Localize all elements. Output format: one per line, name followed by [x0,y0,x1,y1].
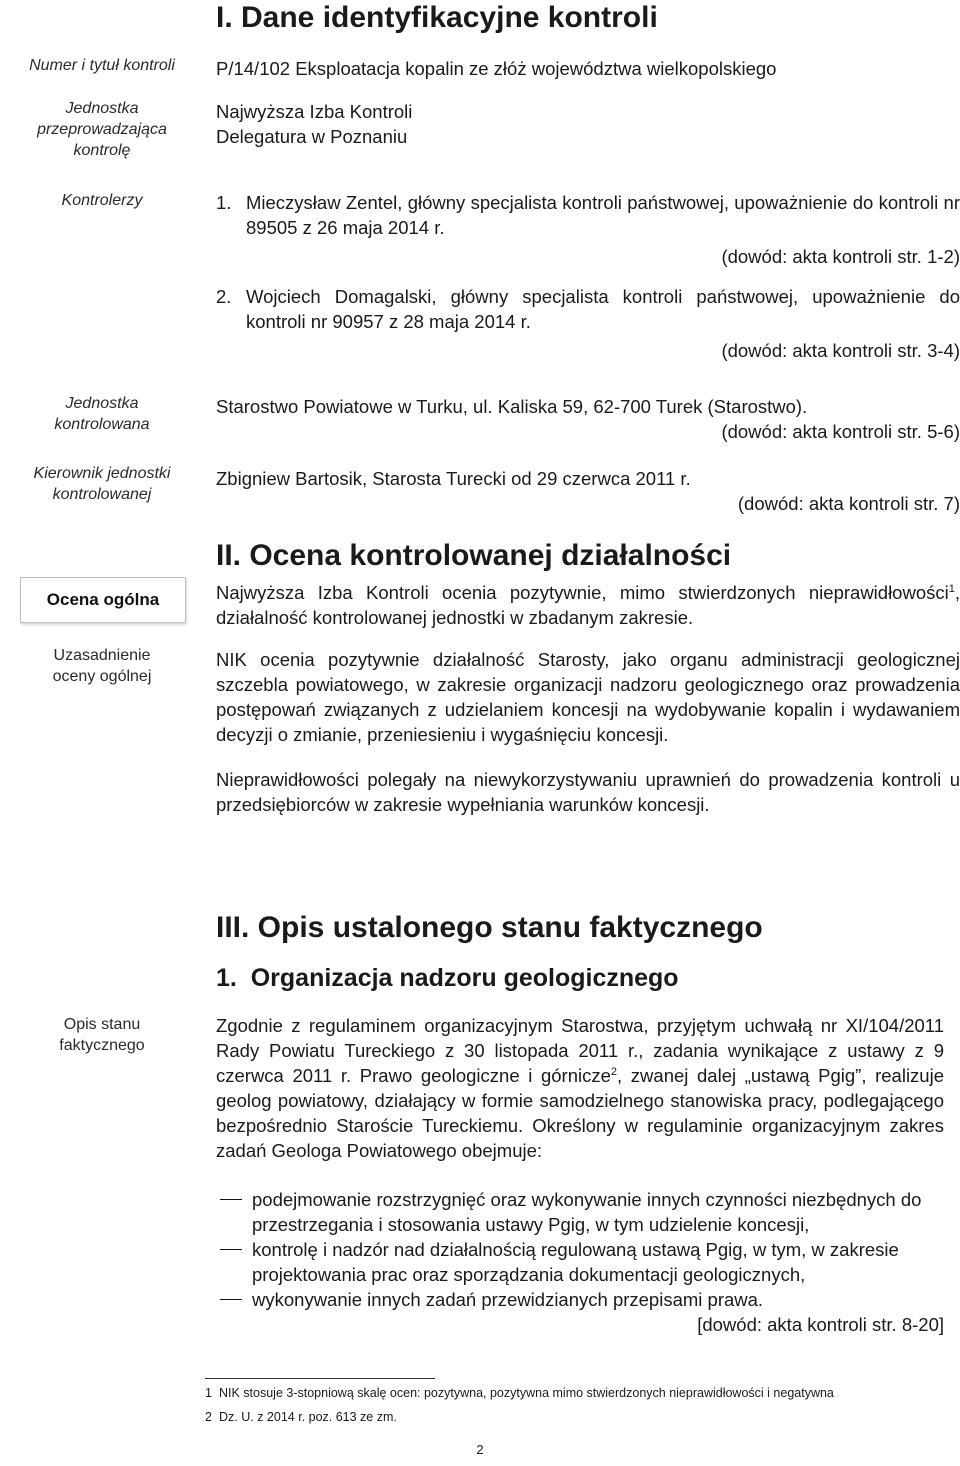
section-2-heading: II. Ocena kontrolowanej działalności [216,539,732,572]
jednostka-kontrolowana-text: Starostwo Powiatowe w Turku, ul. Kaliska 59, 62-700 Turek (Starostwo). [216,396,808,417]
kontroler-item-2 [216,284,960,363]
list-item-text: kontrolę i nadzór nad działalnością regulowaną ustawą Pgig, w tym, w zakresie projektowania prac oraz sporządzania dokumentacji geologicznych, [252,1239,899,1285]
evidence-ref: (dowód: akta kontroli str. 1-2) [721,246,960,267]
footnote-separator [205,1378,435,1379]
uzasadnienie-paragraph-1: NIK ocenia pozytywnie działalność Starosty, jako organu administracji geologicznej szczebla powiatowego, w zakresie organizacji nadzoru geologicznego oraz prowadzenia postępowań związanych z udzielaniem koncesji na wydobywanie kopalin i wydawaniem decyzji o zmianie, przeniesieniu i wygaśnięciu koncesji. [216,649,960,745]
list-item [216,1237,944,1287]
dash-bullet [216,1287,252,1312]
jednostka-kontrolowana [216,394,960,444]
evidence-ref: (dowód: akta kontroli str. 3-4) [721,340,960,361]
section-1-heading: I. Dane identyfikacyjne kontroli [216,1,658,34]
sidebar-label-jednostka-przeprowadzajaca: Jednostka przeprowadzająca kontrolę [37,100,167,159]
kierownik-text: Zbigniew Bartosik, Starosta Turecki od 29 czerwca 2011 r. [216,468,691,489]
kontroler-number: 2. [216,286,232,307]
sidebar-label-kontrolerzy: Kontrolerzy [61,192,143,209]
footnote-ref-1: 1 [948,582,955,595]
footnote-text: Dz. U. z 2014 r. poz. 613 ze zm. [219,1410,397,1424]
footnote-mark: 1 [205,1386,212,1400]
jednostka-przeprowadzajaca [216,99,960,149]
ocena-ogolna-box [20,577,186,623]
list-item-text: podejmowanie rozstrzygnięć oraz wykonywanie innych czynności niezbędnych do przestrzegania i stosowania ustawy Pgig, w tym udzielenie koncesji, [252,1189,922,1235]
kontroler-text: Mieczysław Zentel, główny specjalista kontroli państwowej, upoważnienie do kontroli nr 89505 z 26 maja 2014 r. [246,192,960,238]
ocena-paragraph [216,580,960,630]
sidebar-label-opis-stanu: Opis stanu faktycznego [59,1016,145,1054]
footnote-mark: 2 [205,1410,212,1424]
list-item-text: wykonywanie innych zadań przewidzianych przepisami prawa. [252,1289,764,1310]
kontroler-item-1 [216,190,960,269]
footnote-text: NIK stosuje 3-stopniową skalę ocen: pozytywna, pozytywna mimo stwierdzonych nieprawidłowości i negatywna [219,1386,834,1400]
subsection-1-heading: 1. Organizacja nadzoru geologicznego [216,964,679,992]
kontrola-title: P/14/102 Eksploatacja kopalin ze złóż województwa wielkopolskiego [216,58,777,79]
sidebar-label-jednostka-kontrolowana: Jednostka kontrolowana [54,395,150,433]
list-item [216,1287,944,1312]
list-item [216,1187,944,1237]
footnotes [205,1385,945,1426]
opis-paragraph [216,1013,944,1163]
uzasadnienie-paragraph-2: Nieprawidłowości polegały na niewykorzystywaniu uprawnień do prowadzenia kontroli u przedsiębiorców w zakresie wypełniania warunków koncesji. [216,769,960,815]
footnote-ref-2: 2 [610,1065,618,1078]
dash-bullet [216,1237,252,1287]
zadania-list [216,1187,944,1337]
kontroler-number: 1. [216,192,232,213]
page-number: 2 [476,1442,484,1457]
jednostka-line-1: Najwyższa Izba Kontroli [216,101,413,122]
sidebar-label-uzasadnienie: Uzasadnienie oceny ogólnej [52,647,152,685]
opis-text-after: , zwanej dalej „ustawą Pgig”, realizuje geolog powiatowy, działający w formie samodzielnego stanowiska pracy, podlegającego bezpośrednio Staroście Tureckiemu. Określony w regulaminie organizacyjnym zakres zadań Geologa Powiatowego obejmuje: [216,1065,944,1161]
ocena-ogolna-label: Ocena ogólna [46,590,160,609]
sidebar-label-kierownik: Kierownik jednostki kontrolowanej [33,465,171,503]
section-3-heading: III. Opis ustalonego stanu faktycznego [216,911,763,944]
footnote-1 [205,1385,945,1402]
kontroler-text: Wojciech Domagalski, główny specjalista kontroli państwowej, upoważnienie do kontroli nr 90957 z 28 maja 2014 r. [246,286,960,332]
sidebar-label-numer-tytul: Numer i tytuł kontroli [29,57,175,74]
jednostka-line-2: Delegatura w Poznaniu [216,126,408,147]
kierownik-jednostki [216,466,960,516]
ocena-text-after: , działalność kontrolowanej jednostki w zbadanym zakresie. [216,582,960,628]
ocena-text-before: Najwyższa Izba Kontroli ocenia pozytywnie, mimo stwierdzonych nieprawidłowości [216,582,949,603]
evidence-ref: (dowód: akta kontroli str. 5-6) [721,421,960,442]
evidence-ref: [dowód: akta kontroli str. 8-20] [697,1314,944,1335]
footnote-2 [205,1409,945,1426]
evidence-ref: (dowód: akta kontroli str. 7) [737,493,960,514]
opis-text-before: Zgodnie z regulaminem organizacyjnym Starostwa, przyjętym uchwałą nr XI/104/2011 Rady Powiatu Tureckiego z 30 listopada 2011 r., zadania wynikające z ustawy z 9 czerwca 2011 r. Prawo geologiczne i górnicze [216,1015,944,1086]
dash-bullet [216,1187,252,1237]
